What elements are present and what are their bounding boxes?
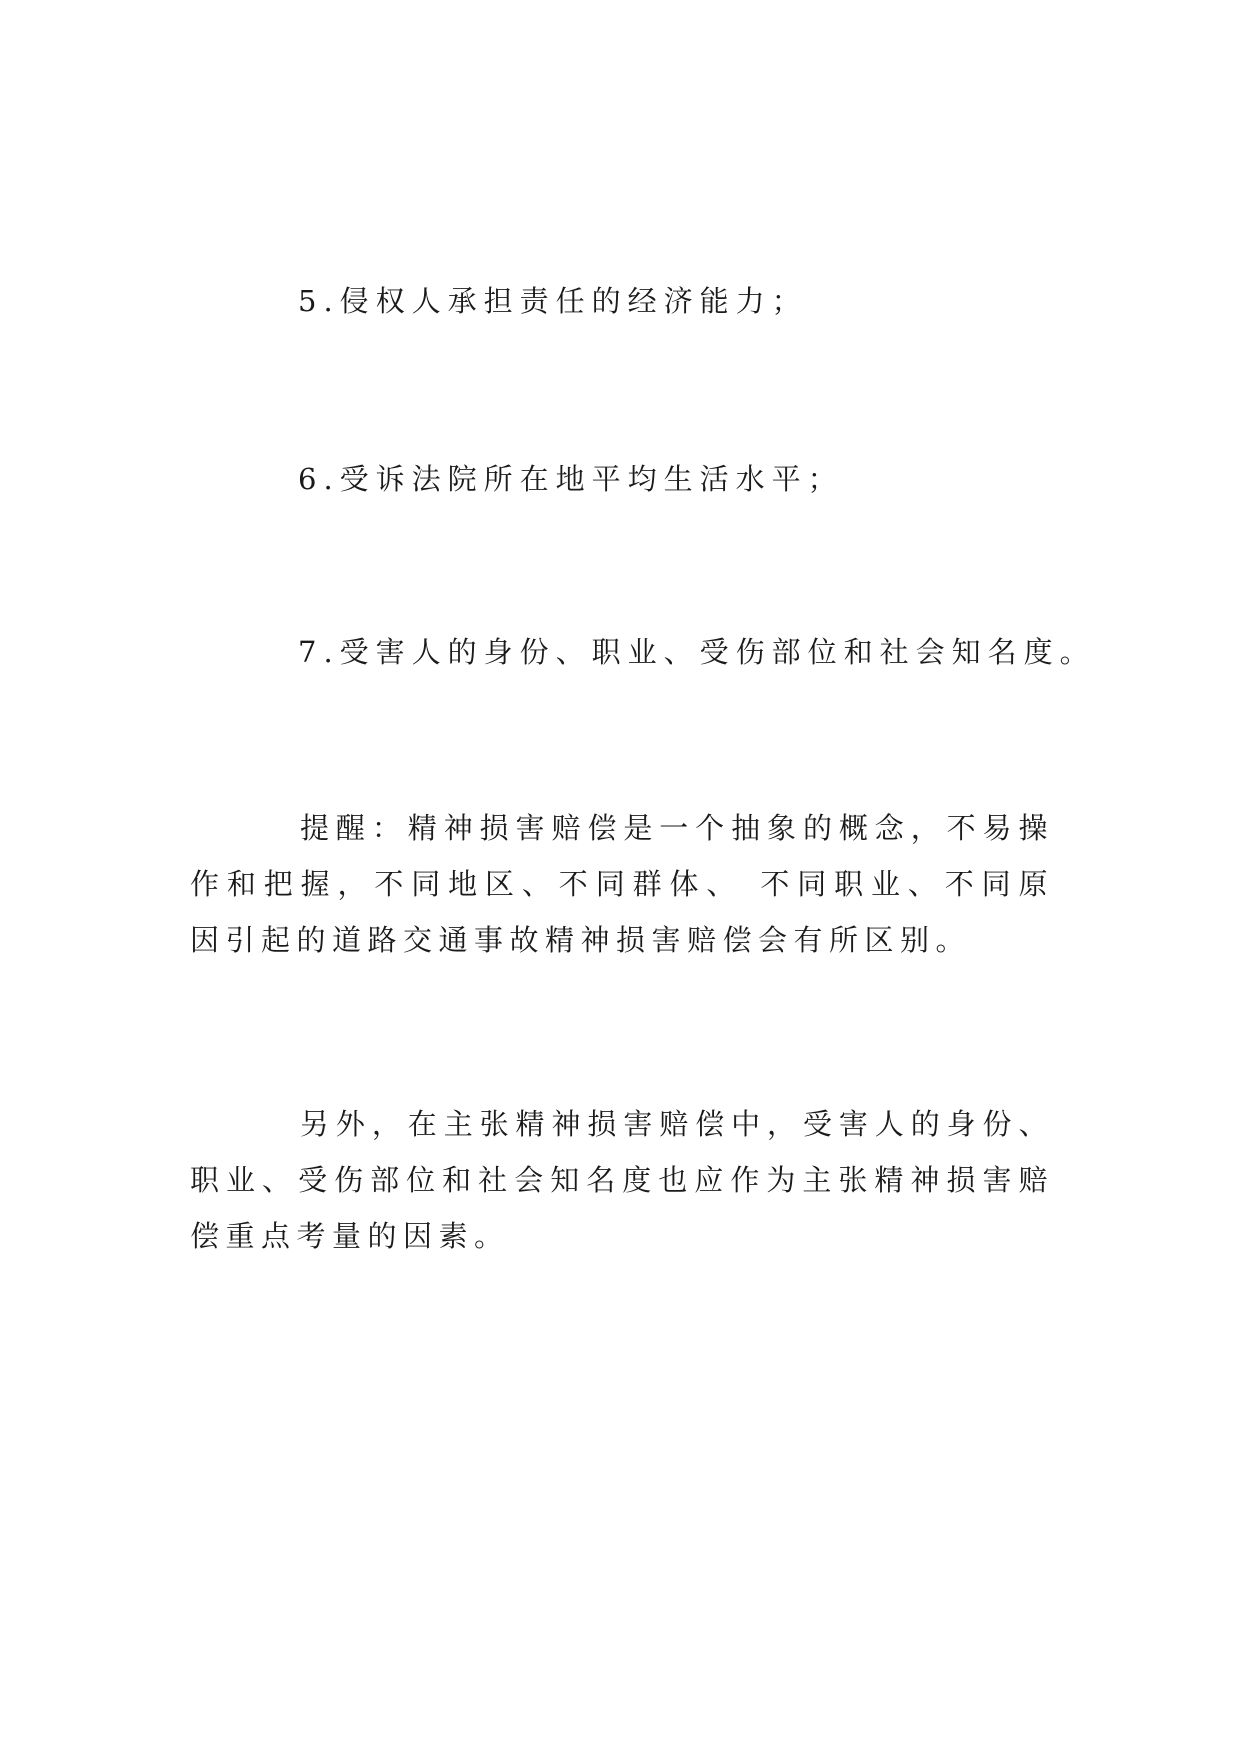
list-item: 5.侵权人承担责任的经济能力； <box>298 284 808 318</box>
list-item: 7.受害人的身份、职业、受伤部位和社会知名度。 <box>298 635 1096 669</box>
list-item: 6.受诉法院所在地平均生活水平； <box>298 462 844 496</box>
reminder-paragraph: 提醒：精神损害赔偿是一个抽象的概念，不易操作和把握，不同地区、不同群体、 不同职业、不同原因引起的道路交通事故精神损害赔偿会有所区别。 <box>190 811 1054 957</box>
additional-paragraph: 另外，在主张精神损害赔偿中，受害人的身份、职业、受伤部位和社会知名度也应作为主张精神损害赔偿重点考量的因素。 <box>190 1107 1054 1253</box>
